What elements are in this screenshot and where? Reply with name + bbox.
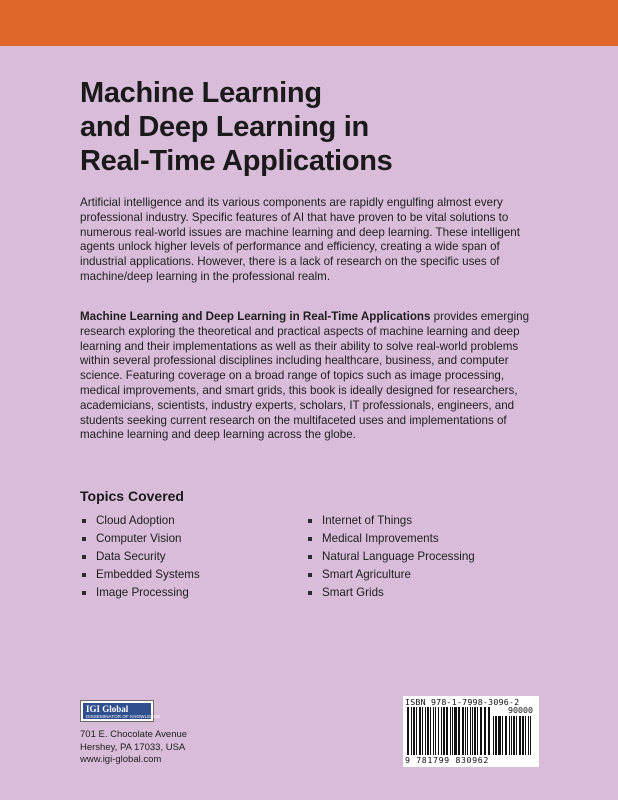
topic-item (306, 530, 475, 548)
barcode-bar (438, 707, 439, 755)
barcode-bar (467, 707, 468, 755)
topic-label: Smart Agriculture (322, 568, 411, 581)
barcode-bar (477, 707, 478, 755)
barcode-bar (498, 716, 501, 755)
topic-item (306, 512, 475, 530)
barcode-bar (513, 716, 515, 755)
barcode-bar (509, 716, 510, 755)
barcode-bar (480, 707, 482, 755)
bullet-icon (308, 537, 312, 541)
barcode-bar (474, 707, 476, 755)
barcode-bar (430, 707, 431, 755)
description-paragraph-1: Artificial intelligence and its various components are rapidly engulfing almost every professional industry. Specific features of AI that have proven to be vital solutions to numerous real-world issues are machine learning and deep learning. These intelligent agents unlock higher levels of performance and efficiency, creating a wide span of industrial applications. However, there is a lack of research on the specific uses of machine/deep learning in the professional realm. (80, 196, 520, 283)
barcode-bar (522, 716, 524, 755)
barcode-bar (441, 707, 442, 755)
topic-item (306, 548, 475, 566)
barcode-bar (416, 707, 417, 755)
barcode-bar (425, 707, 426, 755)
price-code: 90000 (508, 705, 533, 715)
top-color-band (0, 0, 618, 46)
barcode-bar (502, 716, 503, 755)
topic-label: Cloud Adoption (96, 514, 175, 527)
topic-label: Data Security (96, 550, 166, 563)
barcode-bar (493, 716, 494, 755)
ean-number: 9 781799 830962 (405, 755, 489, 765)
barcode-bar (433, 707, 434, 755)
topics-heading: Topics Covered (80, 488, 184, 504)
topic-item (80, 584, 200, 602)
barcode-bar (528, 716, 529, 755)
bullet-icon (82, 591, 86, 595)
barcode-bar (419, 707, 421, 755)
barcode-bar (446, 707, 448, 755)
title-line-1: Machine Learning (80, 77, 322, 109)
barcode-bar (488, 707, 490, 755)
barcode-bar (525, 716, 526, 755)
topic-item (80, 530, 200, 548)
bullet-icon (82, 519, 86, 523)
barcode-bar (454, 707, 457, 755)
publisher-address (80, 729, 187, 767)
barcode-bar (472, 707, 473, 755)
barcode-bar (452, 707, 453, 755)
address-city: Hershey, PA 17033, USA (80, 741, 186, 753)
bullet-icon (308, 591, 312, 595)
barcode-bar (495, 716, 497, 755)
title-line-3: Real-Time Applications (80, 145, 393, 177)
logo-tagline: DISSEMINATOR OF KNOWLEDGE (86, 714, 161, 719)
barcode-bar (458, 707, 460, 755)
barcode-bar (422, 707, 423, 755)
bullet-icon (308, 573, 312, 577)
barcode-bar (519, 716, 521, 755)
bullet-icon (82, 555, 86, 559)
book-title-inline: Machine Learning and Deep Learning in Real-Time Applications (80, 310, 431, 323)
barcode-bar (462, 707, 464, 755)
address-street: 701 E. Chocolate Avenue (80, 729, 188, 740)
barcode-addon-bars-icon (493, 716, 533, 755)
book-title (80, 76, 540, 178)
bullet-icon (308, 519, 312, 523)
topic-label: Natural Language Processing (322, 550, 475, 563)
topic-item (80, 512, 200, 530)
bullet-icon (82, 537, 86, 541)
barcode-bar (470, 707, 471, 755)
barcode-bar (443, 707, 445, 755)
topic-item (80, 548, 200, 566)
barcode-bar (413, 707, 415, 755)
title-line-2: and Deep Learning in (80, 111, 369, 143)
topic-label: Internet of Things (322, 514, 413, 527)
description-paragraph-2 (80, 310, 540, 443)
isbn-label: ISBN 978-1-7998-3096-2 (405, 697, 520, 707)
topics-list-right (306, 512, 475, 602)
topic-label: Smart Grids (322, 586, 384, 599)
barcode-bar (530, 716, 531, 755)
barcode-bar (505, 716, 507, 755)
barcode-bar (435, 707, 436, 755)
bullet-icon (308, 555, 312, 559)
publisher-website: www.igi-global.com (80, 754, 162, 765)
logo-badge (83, 703, 161, 719)
topic-item (80, 566, 200, 584)
barcode-bar (450, 707, 451, 755)
barcode-bar (516, 716, 517, 755)
topic-item (306, 584, 475, 602)
barcode-bar (411, 707, 412, 755)
barcode-bar (484, 707, 486, 755)
isbn-barcode (403, 696, 539, 767)
barcode-bar (427, 707, 429, 755)
logo-name: IGI Global (86, 704, 129, 714)
topic-label: Computer Vision (96, 532, 182, 545)
topic-item (306, 566, 475, 584)
topic-label: Embedded Systems (96, 568, 200, 581)
bullet-icon (82, 573, 86, 577)
barcode-bar (511, 716, 512, 755)
topics-list-left (80, 512, 200, 602)
description-paragraph-2-text: provides emerging research exploring the theoretical and practical aspects of machine learning and deep learning and their implementations as well as their ability to solve real-world problems within several professional disciplines including healthcare, business, and computer science. Featuring coverage on a broad range of topics such as image processing, medical improvements, and smart grids, this book is ideally designed for researchers, academicians, scientists, industry experts, scholars, IT professionals, engineers, and students seeking current research on the multifaceted uses and implementations of machine learning and deep learning across the globe. (80, 310, 530, 442)
topic-label: Medical Improvements (322, 532, 439, 545)
barcode-bar (465, 707, 466, 755)
igi-global-logo (80, 700, 161, 722)
barcode-bar (407, 707, 409, 755)
barcode-bars-icon (407, 707, 491, 755)
topic-label: Image Processing (96, 586, 189, 599)
